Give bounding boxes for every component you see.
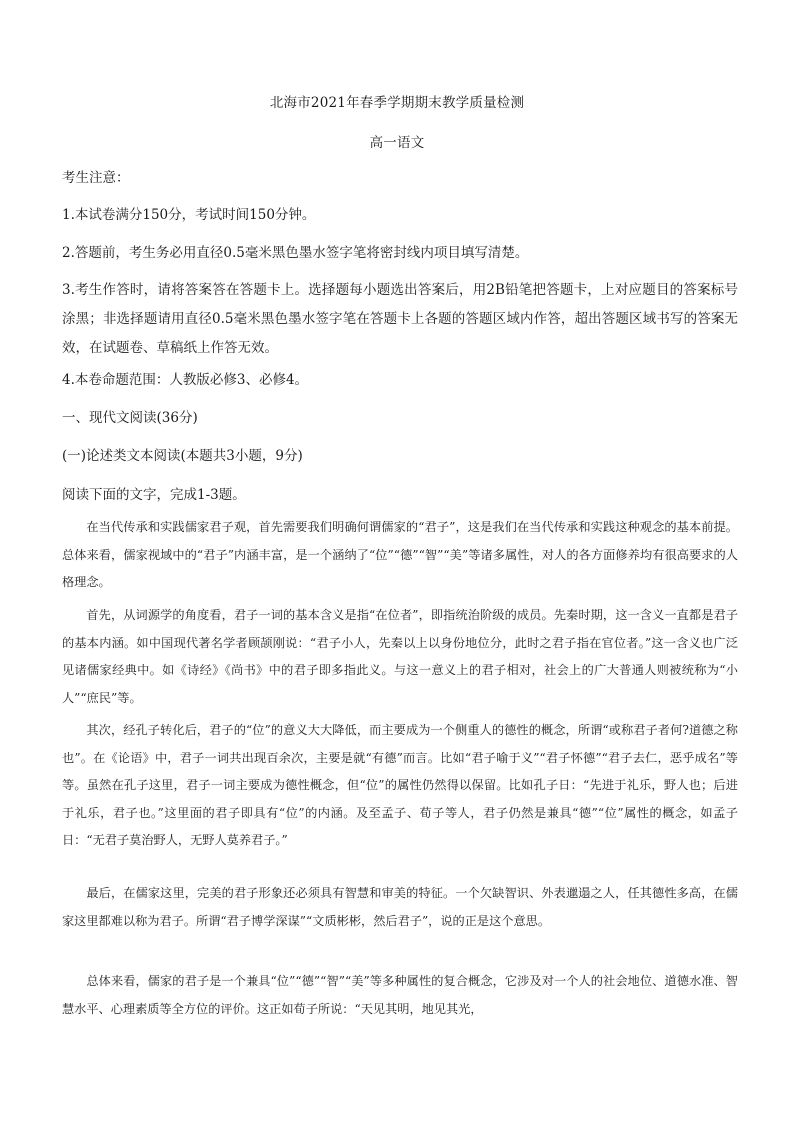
passage-paragraph-3: 其次，经孔子转化后，君子的“位”的意义大大降低，而主要成为一个侧重人的德性的概念，所谓“或称君子者何?道德之称也”。在《论语》中，君子一词共出现百余次，主要是就“有德”而言。比如“君子喻于义”“君子怀德”“君子去仁，恶乎成名”等等。虽然在孔子这里，君子一词主要成为德性概念，但“位”的属性仍然得以保留。比如孔子日：“先进于礼乐，野人也；后进于礼乐，君子也。”这里面的君子即具有“位”的内涵。及至孟子、荀子等人，君子仍然是兼具“德”“位”属性的概念，如孟子日：“无君子莫治野人，无野人莫养君子。” bbox=[62, 723, 738, 847]
subsection-title: (一)论述类文本阅读(本题共3小题，9分) bbox=[62, 448, 303, 464]
notice-heading: 考生注意： bbox=[62, 170, 130, 186]
section-title: 一、现代文阅读(36分) bbox=[62, 410, 198, 426]
passage-paragraph-2: 首先，从词源学的角度看，君子一词的基本含义是指“在位者”，即指统治阶级的成员。先秦时期，这一含义一直都是君子的基本内涵。如中国现代著名学者顾颉刚说：“君子小人，先秦以上以身份地位分，此时之君子指在官位者。”这一含义也广泛见诸儒家经典中。如《诗经》《尚书》中的君子即多指此义。与这一意义上的君子相对，社会上的广大普通人则被统称为“小人”“庶民”等。 bbox=[62, 608, 738, 705]
exam-title: 北海市2021年春季学期期末教学质量检测 bbox=[269, 95, 525, 111]
notice-item-4: 4.本卷命题范围：人教版必修3、必修4。 bbox=[62, 372, 309, 388]
notice-item-2: 2.答题前，考生务必用直径0.5毫米黑色墨水签字笔将密封线内项目填写清楚。 bbox=[62, 245, 529, 261]
reading-instruction: 阅读下面的文字，完成1-3题。 bbox=[62, 487, 246, 503]
passage-paragraph-4: 最后，在儒家这里，完美的君子形象还必须具有智慧和审美的特征。一个欠缺智识、外表邋遢之人，任其德性多高，在儒家这里都难以称为君子。所谓“君子博学深谋”“文质彬彬，然后君子”，说的正是这个意思。 bbox=[62, 886, 738, 928]
passage-paragraph-5: 总体来看，儒家的君子是一个兼具“位”“德”“智”“美”等多种属性的复合概念，它涉及对一个人的社会地位、道德水准、智慧水平、心理素质等全方位的评价。这正如荀子所说：“天见其明，地见其光， bbox=[62, 974, 738, 1016]
notice-item-3: 3.考生作答时，请将答案答在答题卡上。选择题每小题选出答案后，用2B铅笔把答题卡，上对应题目的答案标号涂黑；非选择题请用直径0.5毫米黑色墨水签字笔在答题卡上各题的答题区域内作答，超出答题区域书写的答案无效，在试题卷、草稿纸上作答无效。 bbox=[62, 282, 738, 356]
notice-item-1: 1.本试卷满分150分，考试时间150分钟。 bbox=[62, 207, 316, 223]
passage-paragraph-1: 在当代传承和实践儒家君子观，首先需要我们明确何谓儒家的“君子”，这是我们在当代传承和实践这种观念的基本前提。总体来看，儒家视域中的“君子”内涵丰富，是一个涵纳了“位”“德”“智”“美”等诸多属性，对人的各方面修养均有很高要求的人格理念。 bbox=[62, 520, 738, 589]
subject-title: 高一语文 bbox=[369, 135, 425, 151]
